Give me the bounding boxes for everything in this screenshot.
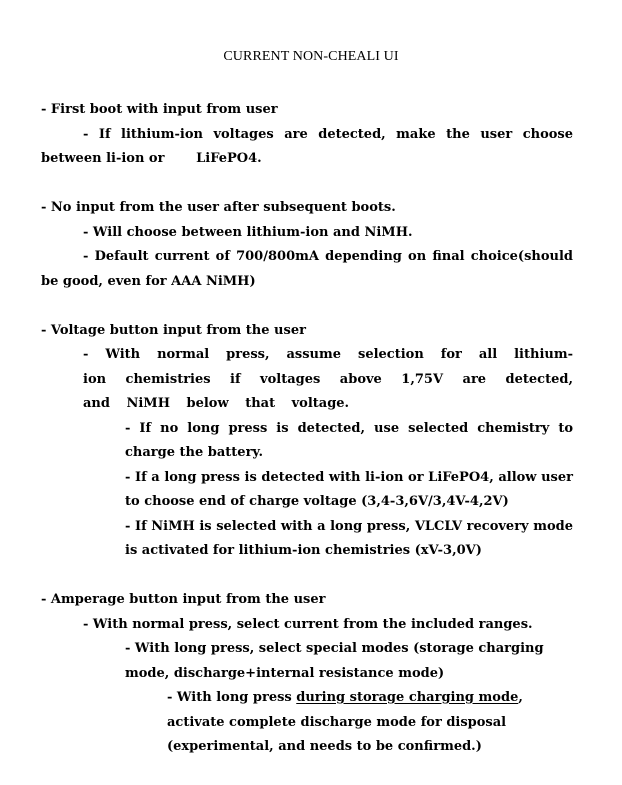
- section-heading-amperage-button: - Amperage button input from the user: [41, 592, 326, 607]
- first-boot-item-chemistry-choice: - If lithium-ion voltages are detected, make the user choose between li-ion or LiFePO4.: [41, 126, 573, 166]
- section-heading-first-boot: - First boot with input from user: [41, 102, 278, 117]
- subsequent-boots-item-default-current: - Default current of 700/800mA depending on final choice(should be good, even for AAA NiMH): [41, 249, 573, 289]
- voltage-button-no-long-press: - If no long press is detected, use selected chemistry to charge the battery.: [125, 420, 573, 460]
- page-title: CURRENT NON-CHEALI UI: [223, 49, 399, 64]
- amperage-button-long-press: - With long press, select special modes (storage charging mode, discharge+internal resistance mode): [125, 641, 544, 681]
- amperage-button-storage-mode-press: [167, 686, 573, 760]
- storage-mode-underlined-phrase: during storage charging mode: [296, 690, 519, 705]
- voltage-button-long-press-lithium: - If a long press is detected with li-ion or LiFePO4, allow user to choose end of charge voltage (3,4-3,6V/3,4V-4,2V): [125, 469, 573, 509]
- storage-mode-prefix: - With long press: [167, 690, 297, 705]
- subsequent-boots-item-chemistry: - Will choose between lithium-ion and NiMH.: [83, 224, 413, 240]
- section-heading-subsequent-boots: - No input from the user after subsequent boots.: [41, 200, 396, 215]
- storage-mode-suffix: , activate complete discharge mode for disposal (experimental, and needs to be confirmed.): [167, 690, 523, 754]
- voltage-button-normal-press: - With normal press, assume selection for all lithium-ion chemistries if voltages above 1,75V are detected, and NiMH below that voltage.: [83, 347, 573, 411]
- amperage-button-normal-press: - With normal press, select current from the included ranges.: [83, 616, 533, 632]
- section-subsequent-boots: [41, 196, 573, 294]
- section-amperage-button: [41, 588, 573, 760]
- voltage-button-long-press-nimh: - If NiMH is selected with a long press, VLCLV recovery mode is activated for lithium-ion chemistries (xV-3,0V): [125, 518, 573, 558]
- section-voltage-button: [41, 319, 573, 564]
- section-first-boot: [41, 98, 573, 172]
- section-heading-voltage-button: - Voltage button input from the user: [41, 322, 306, 338]
- document-body: [41, 98, 573, 760]
